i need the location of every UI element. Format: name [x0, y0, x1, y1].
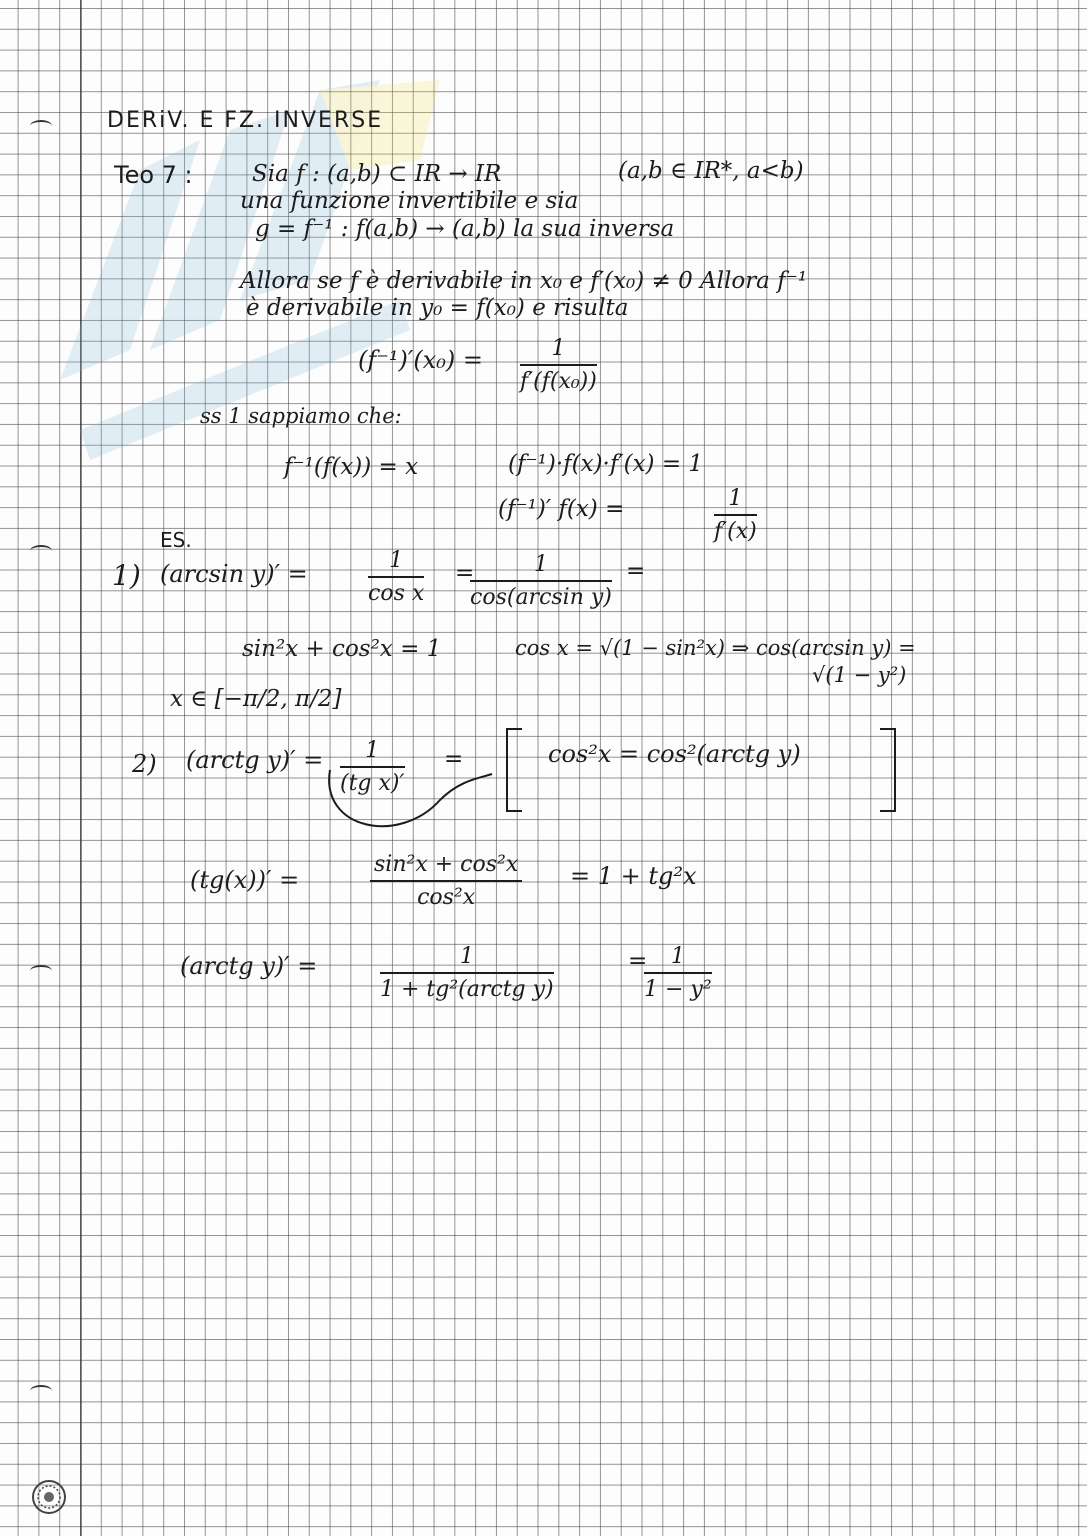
tg-derivative-lhs: (tg(x))′ = — [190, 866, 300, 894]
examples-label: ES. — [160, 528, 192, 552]
proof-label: ss 1 sappiamo che: — [200, 404, 402, 428]
fraction-denominator: 1 − y² — [644, 977, 712, 1002]
tg-derivative-fraction — [370, 852, 522, 910]
theorem-line-2: una funzione invertibile e sia — [240, 188, 579, 214]
binder-hole-mark — [30, 965, 52, 977]
example-1-domain: x ∈ [−π/2, π/2] — [170, 686, 342, 712]
example-1-fraction-1 — [368, 548, 424, 606]
right-bracket — [880, 728, 896, 812]
proof-equation-2: (f⁻¹)·f(x)·f′(x) = 1 — [508, 451, 704, 477]
fraction-denominator: cos(arcsin y) — [470, 585, 612, 610]
fraction-numerator: 1 — [340, 738, 405, 768]
example-1-identity: sin²x + cos²x = 1 — [242, 636, 442, 662]
fraction-numerator: 1 — [644, 944, 712, 974]
fraction-denominator: cos x — [368, 581, 425, 606]
fraction-denominator: (tg x)′ — [340, 771, 405, 796]
example-2-boxed-identity: cos²x = cos²(arctg y) — [548, 740, 801, 768]
example-1-cos-expression: cos x = √(1 − sin²x) ⇒ cos(arcsin y) = — [515, 636, 916, 660]
example-2-final-equals: = — [628, 948, 648, 974]
theorem-line-5: è derivabile in y₀ = f(x₀) e risulta — [246, 295, 629, 321]
fraction-numerator: 1 — [714, 486, 757, 516]
fraction-denominator: f′(f(x₀)) — [520, 369, 597, 394]
fraction-denominator: f′(x) — [714, 519, 757, 544]
theorem-condition: (a,b ∈ IR*, a<b) — [618, 158, 804, 184]
example-2-lhs: (arctg y)′ = — [186, 746, 324, 774]
proof-equation-3-fraction — [714, 486, 757, 544]
fraction-numerator: 1 — [470, 552, 612, 582]
example-1-sqrt-result: √(1 − y²) — [812, 663, 907, 687]
fraction-numerator: sin²x + cos²x — [370, 852, 522, 882]
fraction-denominator: 1 + tg²(arctg y) — [380, 977, 554, 1002]
circled-annotation-arrow — [320, 760, 500, 850]
proof-equation-1: f⁻¹(f(x)) = x — [284, 454, 419, 480]
binder-hole-mark — [30, 1385, 52, 1397]
theorem-formula-fraction — [520, 336, 597, 394]
fraction-numerator: 1 — [368, 548, 424, 578]
example-2-result-fraction — [644, 944, 712, 1002]
tg-derivative-rhs: = 1 + tg²x — [570, 862, 697, 890]
example-2-equals: = — [444, 746, 464, 772]
example-1-equals: = — [455, 560, 475, 586]
example-1-lhs: (arcsin y)′ = — [160, 560, 308, 588]
example-2-final-lhs: (arctg y)′ = — [180, 952, 318, 980]
theorem-line-3: g = f⁻¹ : f(a,b) → (a,b) la sua inversa — [255, 216, 675, 242]
theorem-line-4: Allora se f è derivabile in x₀ e f′(x₀) ≠ 0 Allora f⁻¹ — [240, 268, 808, 294]
left-bracket — [506, 728, 522, 812]
theorem-line-1: Sia f : (a,b) ⊂ IR → IR — [252, 161, 502, 187]
page-title: DERiV. E FZ. INVERSE — [107, 108, 384, 133]
proof-equation-3-lhs: (f⁻¹)′ f(x) = — [498, 496, 625, 522]
example-1-number: 1) — [112, 559, 141, 592]
example-2-final-fraction — [380, 944, 554, 1002]
example-2-number: 2) — [132, 750, 157, 778]
example-1-fraction-2 — [470, 552, 612, 610]
binder-hole-mark — [30, 545, 52, 557]
fraction-numerator: 1 — [520, 336, 597, 366]
fraction-numerator: 1 — [380, 944, 554, 974]
theorem-label: Teo 7 : — [114, 161, 193, 189]
stamp-seal-icon — [30, 1478, 68, 1516]
fraction-denominator: cos²x — [417, 885, 476, 910]
example-1-trailing-equals: = — [626, 558, 646, 584]
theorem-formula-lhs: (f⁻¹)′(x₀) = — [358, 346, 483, 374]
